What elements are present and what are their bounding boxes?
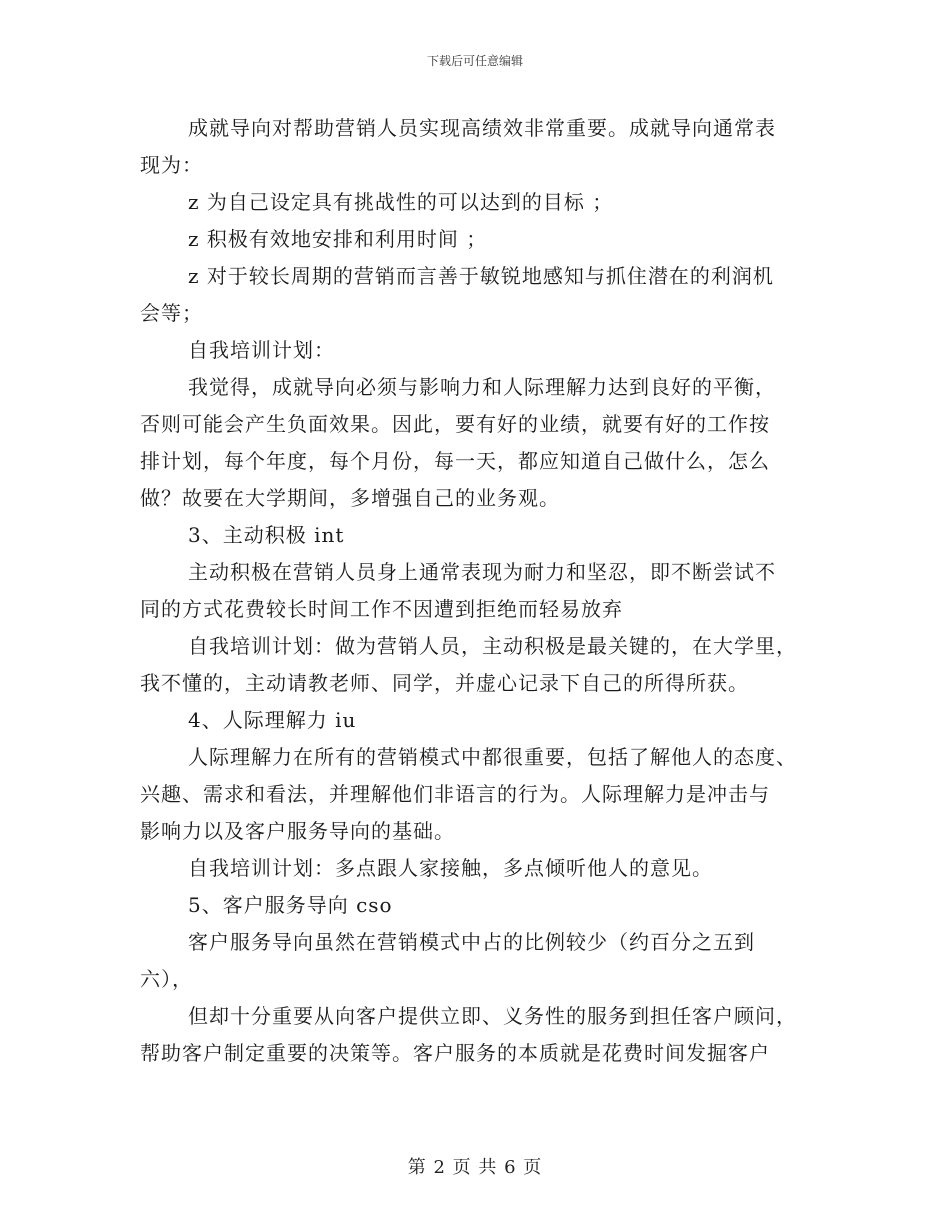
paragraph-line: 但却十分重要从向客户提供立即、义务性的服务到担任客户顾问， [188,1004,797,1028]
paragraph-line: 做？故要在大学期间，多增强自己的业务观。 [140,486,560,510]
paragraph-line: 兴趣、需求和看法，并理解他们非语言的行为。人际理解力是冲击与 [140,782,770,806]
section-heading: 4、人际理解力 iu [188,708,357,732]
paragraph-line: 现为： [140,153,203,177]
bullet-line: z 为自己设定具有挑战性的可以达到的目标 ； [188,190,614,214]
paragraph-line: 六）， [140,967,193,991]
paragraph-line: 影响力以及客户服务导向的基础。 [140,819,455,843]
section-heading: 5、客户服务导向 cso [188,893,393,917]
paragraph-line: 否则可能会产生负面效果。因此，要有好的业绩，就要有好的工作按 [140,412,770,436]
paragraph-line: 帮助客户制定重要的决策等。客户服务的本质就是花费时间发掘客户 [140,1041,770,1065]
subheading-line: 自我培训计划： [188,338,335,362]
bullet-line: z 对于较长周期的营销而言善于敏锐地感知与抓住潜在的利润机 [188,264,774,288]
paragraph-line: 主动积极在营销人员身上通常表现为耐力和坚忍，即不断尝试不 [188,560,776,584]
paragraph-line: 客户服务导向虽然在营销模式中占的比例较少（约百分之五到 [188,930,755,954]
document-body [140,110,810,1072]
paragraph-line: 会等； [140,301,203,325]
paragraph-line: 我觉得，成就导向必须与影响力和人际理解力达到良好的平衡， [188,375,776,399]
paragraph-line: 人际理解力在所有的营销模式中都很重要，包括了解他人的态度、 [188,745,797,769]
section-heading: 3、主动积极 int [188,523,345,547]
page-number: 第 2 页 共 6 页 [407,1157,543,1178]
paragraph-line: 我不懂的，主动请教老师、同学，并虚心记录下自己的所得所获。 [140,671,749,695]
paragraph-line: 排计划，每个年度，每个月份，每一天，都应知道自己做什么，怎么 [140,449,770,473]
paragraph-line: 自我培训计划：做为营销人员，主动积极是最关键的，在大学里， [188,634,797,658]
page-header: 下载后可任意编辑 [426,54,523,68]
paragraph-line: 自我培训计划：多点跟人家接触，多点倾听他人的意见。 [188,856,713,880]
paragraph-line: 同的方式花费较长时间工作不因遭到拒绝而轻易放弃 [140,597,623,621]
paragraph-line: 成就导向对帮助营销人员实现高绩效非常重要。成就导向通常表 [188,116,776,140]
bullet-line: z 积极有效地安排和利用时间 ； [188,227,488,251]
